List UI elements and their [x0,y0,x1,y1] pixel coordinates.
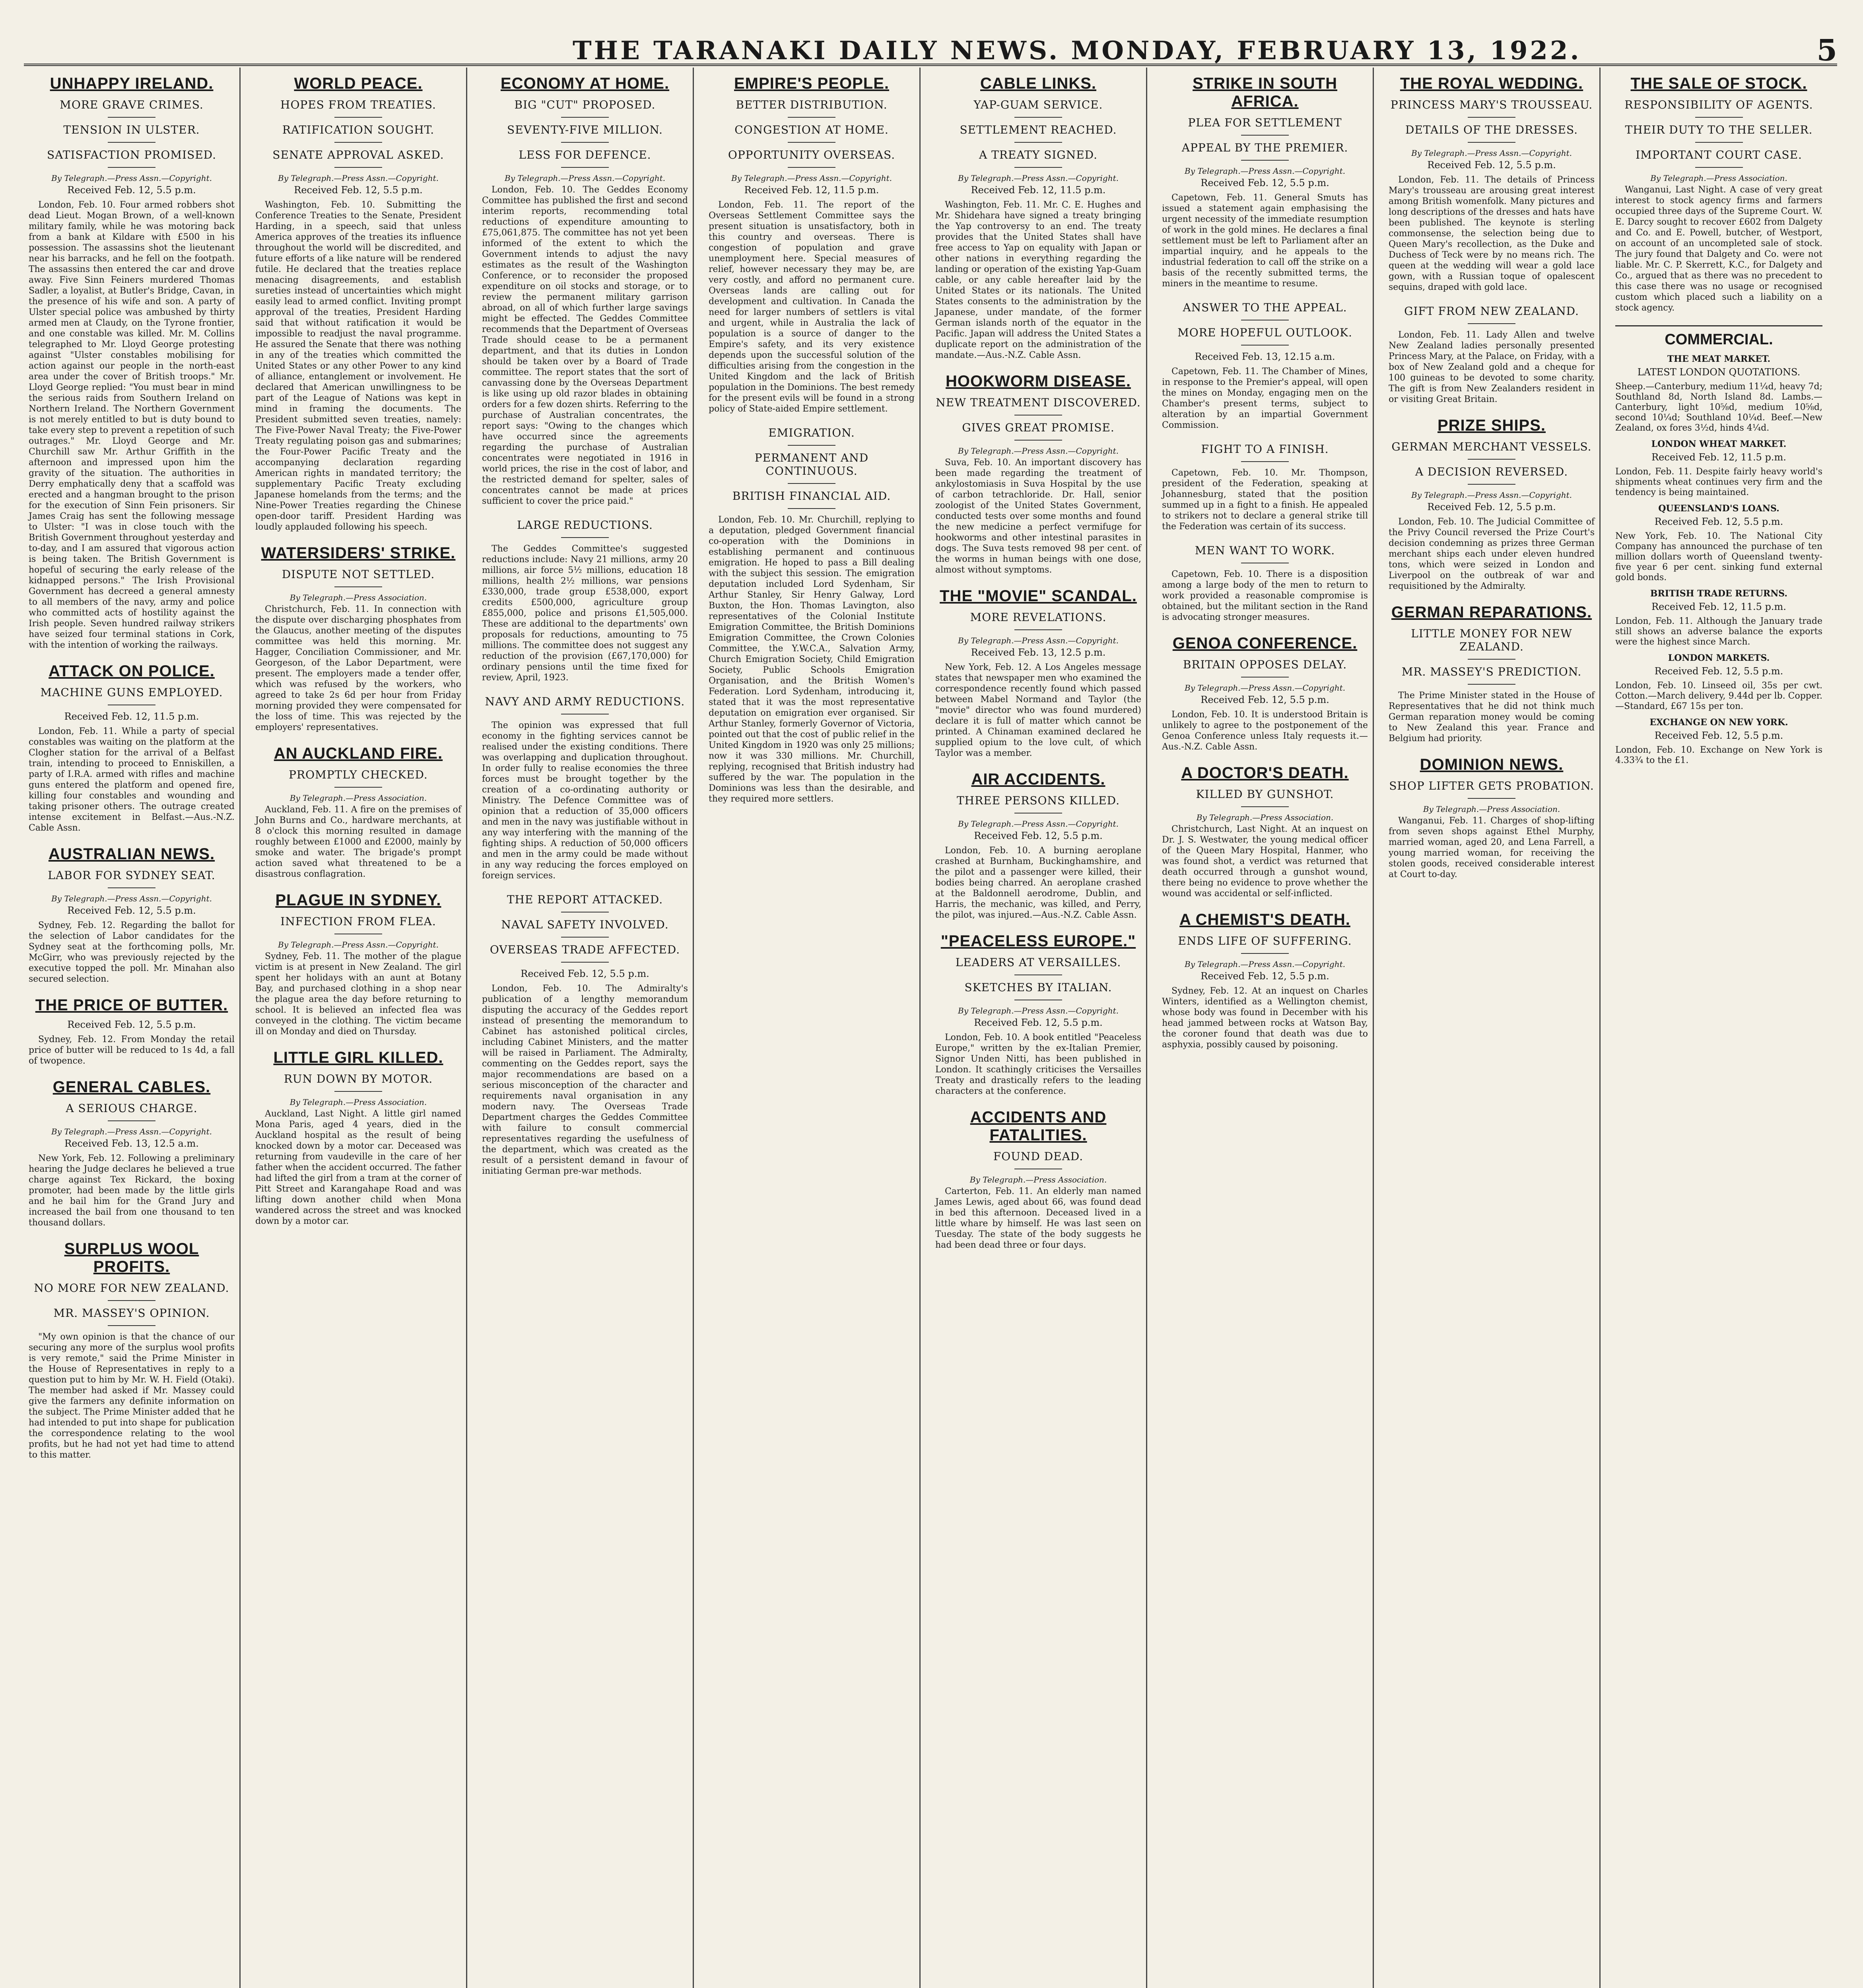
article-subheading: ANSWER TO THE APPEAL. [1183,301,1347,314]
article [1162,443,1368,532]
article-headline: ECONOMY AT HOME. [500,75,670,92]
divider [1468,117,1515,118]
article [935,373,1141,575]
article-subheading: SKETCHES BY ITALIAN. [964,981,1112,994]
article-body: London, Feb. 11. The report of the Overseas Settlement Committee says the present situation is unsatisfactory, both in this country and overseas. There is congestion of population and grave unemployment here. Special measures of relief, however necessary they may be, are very costly, and afford no permanent cure. Overseas lands are calling out for development and cultivation. In Canada the need for larger numbers of settlers is vital and urgent, while in Australia the lack of population is a source of danger to the Empire's safety, and its very existence depends upon the successful solution of the difficulties arising from the congestion in the United Kingdom and the lack of British population in the Dominions. The best remedy for the present evils will be found in a strong policy of State-aided Empire settlement. [709,200,915,414]
article-body: Auckland, Feb. 11. A fire on the premises of John Burns and Co., hardware merchants, at 8 o'clock this morning resulted in damage roughly between £1000 and £2000, mainly by smoke and water. The brigade's prompt action saved what threatened to be a disastrous conflagration. [255,805,461,879]
article-received: Received Feb. 12, 5.5 p.m. [67,184,196,196]
divider [561,537,609,538]
article-subheading: BIG "CUT" PROPOSED. [514,98,656,111]
divider [1468,323,1515,324]
article-body: Capetown, Feb. 11. General Smuts has issued a statement again emphasising the urgent necessity of the immediate resumption of work in the gold mines. He declares a final settlement must be left to Parliament after an impartial inquiry, and he appeals to the industrial federation to call off the strike on a basis of the recently submitted terms, the miners in the meantime to resume. [1162,193,1368,289]
article-body: Suva, Feb. 10. An important discovery has been made regarding the treatment of ankylostomiasis in Suva Hospital by the use of carbon tetrachloride. Dr. Hall, senior zoologist of the United States Government, conducted tests over some months and found the new medicine a perfect vermifuge for hookworms and other intestinal parasites in dogs. The Suva tests removed 98 per cent. of the worms in human beings with one dose, almost without symptoms. [935,458,1141,575]
divider [108,887,155,888]
article [482,695,688,881]
article-subheading: THE REPORT ATTACKED. [507,893,663,906]
article-body: Christchurch, Last Night. At an inquest on Dr. J. S. Westwater, the young medical officer of the Queen Mary Hospital, Hanmer, who was found shot, a verdict was returned that death occurred through a gunshot wound, there being no evidence to prove whether the wound was accidental or self-inflicted. [1162,824,1368,899]
article-subheading: GIFT FROM NEW ZEALAND. [1404,305,1579,318]
article-body: Washington, Feb. 10. Submitting the Conference Treaties to the Senate, President Harding, in a speech, said that unless America approves of the treaties its influence throughout the world will be discredited, and future efforts of a like nature will be rendered futile. He declared that the treaties replace menacing disagreements, and establish sureties instead of uncertainties which might easily lead to armed conflict. Inviting prompt approval of the treaties, President Harding said that without ratification it would be impossible to readjust the naval programme. He assured the Senate that there was nothing in any of the treaties which committed the United States or any other Power to any kind of alliance, entanglement or involvement. He declared that American unwillingness to be part of the League of Nations was kept in mind in framing the documents. The President submitted seven treaties, namely: The Five-Power Naval Treaty; the Five-Power Treaty regulating poison gas and submarines; the Four-Power Pacific Treaty and the accompanying declaration regarding American rights in mandated territory; the supplementary Pacific Treaty excluding Japanese homelands from the terms; and the Nine-Power Treaties regarding the Chinese open-door tariff. President Harding was loudly applauded following his speech. [255,200,461,532]
article-body: "My own opinion is that the chance of our securing any more of the surplus wool profits is very remote," said the Prime Minister in the House of Representatives in reply to a question put to him by Mr. W. H. Field (Otaki). The member had asked if Mr. Massey could give the farmers any definite information on the subject. The Prime Minister added that he had intended to put into shape for publication the correspondence relating to the wool profits, but he had not yet had time to attend to this matter. [29,1332,235,1460]
article-credit: By Telegraph.—Press Assn.—Copyright. [1411,490,1572,500]
divider [1468,142,1515,143]
article [1162,764,1368,899]
article-received: Received Feb. 13, 12.15 a.m. [1195,351,1335,362]
article-subheading: IMPORTANT COURT CASE. [1636,148,1802,161]
article-subheading: ENDS LIFE OF SUFFERING. [1178,934,1352,947]
article-headline: THE SALE OF STOCK. [1630,75,1807,92]
article-body: Christchurch, Feb. 11. In connection with the dispute over discharging phosphates from the Glaucus, another meeting of the disputes committee was held this morning. Mr. Hagger, Conciliation Commissioner, and Mr. Georgeson, of the Labor Department, were present. The employers made a tender offer, which was refused by the workers, who agreed to take 2s 6d per hour from Friday morning provided they were compensated for the loss of time. This was rejected by the employers' representatives. [255,604,461,732]
divider [1241,160,1289,161]
column-4 [704,68,921,1988]
article-credit: By Telegraph.—Press Association. [1423,804,1560,814]
article-headline: EMPIRE'S PEOPLE. [734,75,890,92]
article [29,996,235,1066]
article-subheading: RUN DOWN BY MOTOR. [284,1072,433,1085]
market-section-title: BRITISH TRADE RETURNS. [1650,588,1788,599]
article [255,75,461,532]
divider [1241,806,1289,807]
article-body: London, Feb. 10. The Geddes Economy Committee has published the first and second interim reports, recommending total reductions of expenditure amounting to £75,061,875. The committee has not yet been informed of the extent to which the Government intends to adjust the navy estimates as the result of the Washington Conference, or to reconsider the proposed expenditure on oil stocks and storage, or to review the permanent military garrison abroad, on all of which further large savings might be effected. The Geddes Committee recommends that the Department of Overseas Trade should cease to be a permanent department, and that its duties in London should be taken over by a Board of Trade committee. The report states that the sort of canvassing done by the Overseas Department is like using up old razor blades in obtaining orders for a few dozen shirts. Referring to the purchase of Australian concentrates, the report says: "Owing to the changes which have occurred since the agreements regarding the purchase of Australian concentrates were negotiated in 1916 in world prices, the rise in the cost of labor, and the restricted demand for spelter, sales of concentrates cannot be made at prices sufficient to cover the price paid." [482,185,688,506]
article-subheading: NO MORE FOR NEW ZEALAND. [34,1281,229,1295]
article-subheading: MORE HOPEFUL OUTLOOK. [1177,326,1352,339]
article [1389,756,1595,880]
article-body: Capetown, Feb. 10. There is a disposition among a large body of the men to return to work provided a reasonable compromise is obtained, but the militant section in the Rand is advocating stronger measures. [1162,569,1368,622]
article-body: Carterton, Feb. 11. An elderly man named James Lewis, aged about 66, was found dead in bed this afternoon. Deceased lived in a little whare by himself. He was last seen on Tuesday. The state of the body suggests he had been dead three or four days. [935,1186,1141,1250]
article-received: Received Feb. 12, 5.5 p.m. [1201,971,1329,982]
article-body: Washington, Feb. 11. Mr. C. E. Hughes and Mr. Shidehara have signed a treaty bringing the Yap controversy to an end. The treaty provides that the United States shall have free access to Yap on equality with Japan or other nations in everything regarding the landing or operation of the existing Yap-Guam cable, or any cable hereafter laid by the United States or its nationals. The United States consents to the administration by the Japanese, under mandate, of the former German islands north of the equator in the Pacific. Japan will address the United States a duplicate report on the administration of the mandate.—Aus.-N.Z. Cable Assn. [935,200,1141,360]
article-received: Received Feb. 12, 5.5 p.m. [1427,501,1556,513]
divider [108,167,155,168]
article-body: New York, Feb. 12. A Los Angeles message states that newspaper men who examined the correspondence recently found which passed between Mabel Normand and Taylor (the "movie" director who was found murdered) declare it is full of matter which cannot be printed. A Chinaman examined declared he supplied opium to the love cult, of which Taylor was a member. [935,662,1141,758]
column-2 [251,68,467,1988]
article-headline: DOMINION NEWS. [1420,756,1564,773]
article-received: Received Feb. 12, 11.5 p.m. [64,711,199,722]
article-subheading: SHOP LIFTER GETS PROBATION. [1389,779,1594,792]
article-body: Capetown, Feb. 11. The Chamber of Mines, in response to the Premier's appeal, will open the mines on Monday, engaging men on the Chamber's present terms, subject to alteration by an impartial Government Commission. [1162,367,1368,430]
column-3 [477,68,694,1988]
divider [1695,167,1743,168]
article-received: Received Feb. 12, 11.5 p.m. [971,184,1106,196]
article [1615,75,1822,313]
article-subheading: DISPUTE NOT SETTLED. [282,568,435,581]
article-headline: A DOCTOR'S DEATH. [1181,764,1349,782]
market-section-text: New York, Feb. 10. The National City Company has announced the purchase of ten million dollars worth of Queensland twenty-five year 6 per cent. sinking fund external gold bonds. [1615,531,1822,582]
divider [561,142,609,143]
divider [561,937,609,938]
article-body: Capetown, Feb. 10. Mr. Thompson, president of the Federation, speaking at Johannesburg, stated that the position summed up in a fight to a finish. He appealed to strikers not to declare a general strike till the Federation was certain of its success. [1162,468,1368,532]
article-subheading: OPPORTUNITY OVERSEAS. [728,148,896,161]
column-7 [1384,68,1601,1988]
divider [561,117,609,118]
article-body: Wanganui, Last Night. A case of very great interest to stock agency firms and farmers occupied three days of the Supreme Court. W. E. Darcy sought to recover £602 from Dalgety and Co. and E. Powell, butcher, of Westport, on account of an uncompleted sale of stock. The jury found that Dalgety and Co. were not liable. Mr. C. P. Skerrett, K.C., for Dalgety and Co., argued that as there was no precedent to this case there was no usage or recognised custom which placed such a liability on a stock agency. [1615,185,1822,313]
article [1162,301,1368,431]
masthead [24,28,1837,66]
article-body: London, Feb. 11. Lady Allen and twelve New Zealand ladies personally presented Princess Mary, at the Palace, on Friday, with a box of New Zealand gold and a cheque for 100 guineas to be devoted to some charity. The gift is from New Zealanders resident in or visiting Great Britain. [1389,330,1595,404]
article-subheading: SETTLEMENT REACHED. [960,123,1117,136]
divider [108,1300,155,1301]
article-received: Received Feb. 12, 5.5 p.m. [294,184,423,196]
article-credit: By Telegraph.—Press Assn.—Copyright. [51,1127,212,1136]
article [482,75,688,507]
article-headline: GENOA CONFERENCE. [1172,635,1358,652]
article-subheading: HOPES FROM TREATIES. [280,98,436,111]
article-subheading: RATIFICATION SOUGHT. [282,123,435,136]
article-subheading: NEW TREATMENT DISCOVERED. [936,396,1141,409]
article-headline: UNHAPPY IRELAND. [50,75,214,92]
divider [1014,167,1062,168]
columns-container [24,68,1837,1988]
article-subheading: GIVES GREAT PROMISE. [962,421,1115,434]
article-body: London, Feb. 10. A book entitled "Peaceless Europe," written by the ex-Italian Premier, Signor Unden Nitti, has been published in London. It scathingly criticises the Versailles Treaty and drastically refers to the leading characters at the conference. [935,1033,1141,1096]
article-subheading: DETAILS OF THE DRESSES. [1405,123,1578,136]
article-subheading: NAVY AND ARMY REDUCTIONS. [485,695,685,708]
divider [1695,142,1743,143]
column-5 [931,68,1147,1988]
article [709,75,915,414]
divider [1241,135,1289,136]
article-body: Sydney, Feb. 12. From Monday the retail price of butter will be reduced to 1s 4d, a fall of twopence. [29,1035,235,1066]
article-subheading: LITTLE MONEY FOR NEW ZEALAND. [1411,627,1572,653]
article [1162,544,1368,623]
article-credit: By Telegraph.—Press Assn.—Copyright. [958,1006,1119,1015]
column-6 [1157,68,1374,1988]
article-body: London, Feb. 10. The Judicial Committee of the Privy Council reversed the Prize Court's decision condemning as prizes three German merchant ships each under eleven hundred tons, which were seized in London and Liverpool on the outbreak of war and requisitioned by the Admiralty. [1389,517,1595,591]
article-headline: GERMAN REPARATIONS. [1391,604,1592,621]
article-body: London, Feb. 10. It is understood Britain is unlikely to agree to the postponement of the Genoa Conference unless Italy requests it.—Aus.-N.Z. Cable Assn. [1162,710,1368,752]
article-headline: WATERSIDERS' STRIKE. [261,544,456,562]
article-subheading: EMIGRATION. [768,426,855,439]
article-headline: CABLE LINKS. [980,75,1096,92]
divider [1014,117,1062,118]
article-subheading: FOUND DEAD. [993,1150,1084,1163]
market-section-sub: Received Feb. 12, 5.5 p.m. [1654,516,1783,527]
market-section-sub: Received Feb. 12, 5.5 p.m. [1654,730,1783,741]
newspaper-page [24,0,1837,1988]
market-section-title: LONDON MARKETS. [1668,653,1770,663]
article-subheading: MACHINE GUNS EMPLOYED. [40,686,223,699]
divider [334,142,382,143]
article [482,893,688,1176]
article [1162,911,1368,1050]
article-received: Received Feb. 12, 5.5 p.m. [521,968,649,979]
article-received: Received Feb. 12, 5.5 p.m. [67,1019,196,1030]
article-body: New York, Feb. 12. Following a preliminary hearing the Judge declares he believed a true charge against Tex Rickard, the boxing promoter, had been made by the little girls and he bail him for the Grand Jury and increased the bail from one thousand to ten thousand dollars. [29,1153,235,1228]
article-subheading: YAP-GUAM SERVICE. [973,98,1103,111]
divider [788,167,835,168]
article-subheading: FIGHT TO A FINISH. [1201,443,1329,456]
market-section-sub: Received Feb. 12, 11.5 p.m. [1651,452,1786,463]
market-section-title: THE MEAT MARKET. [1667,354,1771,364]
article-body: London, Feb. 10. A burning aeroplane crashed at Burnham, Buckinghamshire, and the pilot and a passenger were killed, their bodies being charred. An aeroplane crashed at the Baldonnell aerodrome, Dublin, and Harris, the mechanic, was killed, and Perry, the pilot, was injured.—Aus.-N.Z. Cable Assn. [935,846,1141,920]
article-subheading: LEADERS AT VERSAILLES. [955,956,1121,969]
article-subheading: RESPONSIBILITY OF AGENTS. [1624,98,1813,111]
article [935,75,1141,361]
divider [1468,484,1515,485]
column-1 [24,68,241,1988]
article-credit: By Telegraph.—Press Assn.—Copyright. [1185,166,1345,176]
article-body: Sydney, Feb. 11. The mother of the plague victim is at present in New Zealand. The girl spent her holidays with an aunt at Botany Bay, and purchased clothing in a shop near the plague area the day before returning to school. It is believed an infected flea was conveyed in the clothing. The victim became ill on Monday and died on Thursday. [255,951,461,1037]
article [29,845,235,984]
article-subheading: BETTER DISTRIBUTION. [736,98,888,111]
article [29,75,235,650]
article-body: London, Feb. 11. The details of Princess Mary's trousseau are arousing great interest among British womenfolk. Many pictures and long descriptions of the dresses and hats have been published. The keynote is sterling commonsense, the selection being due to Queen Mary's recollection, as the Duke and Duchess of Teck were by no means rich. The queen at the wedding will wear a gold lace gown, with a Russian toque of opalescent sequins, draped with gold lace. [1389,175,1595,292]
article-headline: AUSTRALIAN NEWS. [48,845,215,863]
divider [1468,798,1515,799]
article-subheading: MORE GRAVE CRIMES. [60,98,204,111]
article [1162,635,1368,752]
market-section-text: London, Feb. 11. Despite fairly heavy world's shipments wheat continues very firm and the tendency is being maintained. [1615,467,1822,497]
article-credit: By Telegraph.—Press Assn.—Copyright. [958,173,1119,183]
article-headline: SURPLUS WOOL PROFITS. [64,1240,199,1276]
divider [334,787,382,788]
article-headline: ATTACK ON POLICE. [49,662,215,680]
divider [334,117,382,118]
divider [1014,440,1062,441]
divider [788,142,835,143]
article-body: London, Feb. 10. Four armed robbers shot dead Lieut. Mogan Brown, of a well-known military family, while he was motoring back from a bank at Kildare with £500 in his possession. The assassins shot the lieutenant near his barracks, and he fell on the footpath. The assassins then entered the car and drove away. Five Sinn Feiners murdered Thomas Sadler, a loyalist, at Butler's Bridge, Cavan, in the presence of his wife and son. A party of Ulster special police was ambushed by thirty armed men at Claudy, on the Tyrone frontier, and one constable was killed. Mr. M. Collins telegraphed to Mr. Lloyd George protesting against "Ulster constables mobilising for action against our people in the north-east area under the cover of British troops." Mr. Lloyd George replied: "You must bear in mind the serious raids from Southern Ireland on Northern Ireland. The Northern Government is not merely entitled to but is duty bound to take every step to prevent a repetition of such outrages." Mr. Lloyd George and Mr. Churchill saw Mr. Arthur Griffith in the afternoon and impressed upon him the gravity of the situation. The authorities in Derry emphatically deny that a scaffold was erected and a hangman brought to the prison for the execution of Sinn Fein prisoners. Sir James Craig has sent the following message to Ulster: "I was in close touch with the British Government throughout yesterday and to-day, and I am assured that vigorous action is being taken. The British Government is hopeful of securing the early release of the kidnapped persons." The Irish Provisional Government has decreed a general amnesty to all members of the navy, army and police who committed acts of hostility against the Irish people. Seven hundred railway strikers have seized four terminal stations in Cork, with the intention of working the railways. [29,200,235,650]
divider [788,483,835,484]
article-body: The opinion was expressed that full economy in the fighting services cannot be realised under the existing conditions. There was overlapping and duplication throughout. In order fully to realise economies the three forces must be brought together by the creation of a co-ordinating authority or Ministry. The Defence Committee was of opinion that a reduction of 35,000 officers and men in the navy was justifiable without in any way interfering with the manning of the fighting ships. A reduction of 50,000 officers and men in the army could be made without in any way reducing the forces employed on foreign services. [482,720,688,881]
article-credit: By Telegraph.—Press Association. [969,1175,1107,1184]
article-credit: By Telegraph.—Press Association. [1650,173,1787,183]
article-subheading: BRITAIN OPPOSES DELAY. [1183,658,1347,671]
article-subheading: APPEAL BY THE PREMIER. [1181,141,1348,154]
article [255,745,461,879]
article-credit: By Telegraph.—Press Assn.—Copyright. [278,173,439,183]
article-subheading: A DECISION REVERSED. [1415,465,1568,478]
article [255,1049,461,1227]
divider [1241,461,1289,462]
article-subheading: CONGESTION AT HOME. [734,123,889,136]
article-received: Received Feb. 12, 5.5 p.m. [1201,694,1329,705]
article-subheading: GERMAN MERCHANT VESSELS. [1391,440,1592,453]
divider [108,142,155,143]
article-headline: AN AUCKLAND FIRE. [274,745,443,762]
market-section-sub: LATEST LONDON QUOTATIONS. [1637,367,1801,378]
article [935,932,1141,1097]
article [1389,417,1595,592]
article-headline: "PEACELESS EUROPE." [940,932,1136,950]
article-body: London, Feb. 11. While a party of special constables was waiting on the platform at the Clogher station for the arrival of a Belfast train, intending to proceed to Enniskillen, a party of I.R.A. armed with rifles and machine guns entered the platform and opened fire, killing four constables and wounding and taking prisoner others. The outrage created intense excitement in Belfast.—Aus.-N.Z. Cable Assn. [29,726,235,833]
divider [788,445,835,446]
article-subheading: A TREATY SIGNED. [979,148,1098,161]
article-subheading: OVERSEAS TRADE AFFECTED. [490,943,680,956]
divider [561,167,609,168]
divider [108,117,155,118]
article-headline: THE ROYAL WEDDING. [1400,75,1583,92]
article-credit: By Telegraph.—Press Association. [1196,813,1334,822]
article-headline: THE PRICE OF BUTTER. [35,996,228,1014]
article-credit: By Telegraph.—Press Assn.—Copyright. [958,446,1119,456]
divider [1468,459,1515,460]
article-credit: By Telegraph.—Press Assn.—Copyright. [51,173,212,183]
divider [788,508,835,509]
article-headline: PRIZE SHIPS. [1437,417,1546,434]
divider [788,117,835,118]
article-body: London, Feb. 10. The Admiralty's publication of a lengthy memorandum disputing the accuracy of the Geddes report instead of presenting the memorandum to Cabinet has astonished political circles, including Cabinet Ministers, and the matter will be raised in Parliament. The Admiralty, commenting on the Geddes report, says the major recommendations are based on a serious misconception of the character and requirements naval organisation in any modern navy. The Overseas Trade Department charges the Geddes Committee with failure to consult commercial representatives regarding the usefulness of the department, which was created as the result of a persistent demand in favour of initiating German pre-war methods. [482,984,688,1176]
market-section-text: Sheep.—Canterbury, medium 11¼d, heavy 7d; Southland 8d, North Island 8d. Lambs.—Canterbury, light 10⅝d, medium 10⅝d, second 10¼d; Southland 10¼d. Beef.—New Zealand, ox fores 3½d, hinds 4¼d. [1615,382,1822,433]
article-subheading: MR. MASSEY'S PREDICTION. [1401,665,1582,678]
article-headline: A CHEMIST'S DEATH. [1179,911,1350,928]
article-headline: GENERAL CABLES. [52,1078,211,1096]
article-credit: By Telegraph.—Press Assn.—Copyright. [731,173,892,183]
divider [561,962,609,963]
divider [1014,142,1062,143]
divider [1241,345,1289,346]
market-section-title: LONDON WHEAT MARKET. [1651,439,1787,449]
article-credit: By Telegraph.—Press Association. [289,1097,427,1107]
article-received: Received Feb. 12, 11.5 p.m. [744,184,879,196]
divider [1241,953,1289,954]
market-section-sub: Received Feb. 12, 11.5 p.m. [1651,601,1786,612]
article [29,662,235,833]
divider [1468,659,1515,660]
divider [334,586,382,587]
article-received: Received Feb. 12, 5.5 p.m. [974,830,1103,841]
article [482,518,688,683]
article-subheading: TENSION IN ULSTER. [63,123,200,136]
article-body: Wanganui, Feb. 11. Charges of shop-lifting from seven shops against Ethel Murphy, married woman, aged 20, and Lena Farrell, a young married woman, for receiving the stolen goods, received considerable interest at Court to-day. [1389,816,1595,879]
article-body: Sydney, Feb. 12. Regarding the ballot for the selection of Labor candidates for the Sydney seat at the forthcoming polls, Mr. McGirr, who was previously rejected by the executive topped the poll. Mr. Minahan also secured selection. [29,920,235,984]
article-received: Received Feb. 13, 12.5 p.m. [971,647,1106,658]
article-subheading: LESS FOR DEFENCE. [519,148,651,161]
article-subheading: LARGE REDUCTIONS. [517,518,653,532]
market-section-text: London, Feb. 10. Exchange on New York is 4.33¾ to the £1. [1615,745,1822,765]
divider [1695,117,1743,118]
article [935,587,1141,759]
article-subheading: A SERIOUS CHARGE. [66,1102,198,1115]
article-subheading: THEIR DUTY TO THE SELLER. [1625,123,1813,136]
article-subheading: MORE REVELATIONS. [970,611,1107,624]
article-credit: By Telegraph.—Press Assn.—Copyright. [278,940,439,949]
article [29,1078,235,1228]
article-credit: By Telegraph.—Press Assn.—Copyright. [1185,683,1345,693]
article [29,1240,235,1460]
article-body: London, Feb. 10. Mr. Churchill, replying to a deputation, pledged Government financial co-operation with the Dominions in establishing permanent and continuous emigration. He hoped to pass a Bill dealing with the subject this session. The emigration deputation included Lord Sydenham, Sir Arthur Stanley, Sir Henry Galway, Lord Buxton, the Hon. Thomas Lavington, also representatives of the Colonial Institute Emigration Committee, the British Dominions Emigration Committee, the Crown Colonies Committee, the Y.W.C.A., Salvation Army, Church Emigration Society, Child Emigration Society, Public Schools Emigration Organisation, and the British Women's Federation. Lord Sydenham, introducing it, stated that it was the most representative deputation on emigration ever organised. Sir Arthur Stanley, formerly Governor of Victoria, pointed out that the cost of public relief in the United Kingdom in 1920 was only 25 millions; now it was 330 millions. Mr. Churchill, replying, recognised that British industry had suffered by the war. The population in the Dominions was less than the desirable, and they required more settlers. [709,515,915,804]
article-credit: By Telegraph.—Press Association. [289,793,427,803]
article-body: Auckland, Last Night. A little girl named Mona Paris, aged 4 years, died in the Auckland hospital as the result of being knocked down by a motor car. Deceased was returning from vaudeville in the care of her father when the accident occurred. The father had lifted the girl from a tram at the corner of Pitt Street and Karangahape Road and was lifting down another child when Mona wandered across the street and was knocked down by a motor car. [255,1109,461,1226]
article [1389,604,1595,744]
article-headline: PLAGUE IN SYDNEY. [275,891,441,909]
article-subheading: PRINCESS MARY'S TROUSSEAU. [1390,98,1593,111]
divider [108,1325,155,1326]
article-credit: By Telegraph.—Press Assn.—Copyright. [1411,148,1572,158]
article-received: Received Feb. 12, 5.5 p.m. [1201,177,1329,188]
article-body: Sydney, Feb. 12. At an inquest on Charles Winters, identified as a Wellington chemist, whose body was found in December with his head jammed between rocks at Watson Bay, the coroner found that death was due to asphyxia, possibly caused by poisoning. [1162,986,1368,1050]
article-credit: By Telegraph.—Press Assn.—Copyright. [958,819,1119,829]
article-received: Received Feb. 12, 5.5 p.m. [974,1017,1103,1028]
market-section-title: QUEENSLAND'S LOANS. [1658,503,1779,514]
article-subheading: SEVENTY-FIVE MILLION. [507,123,663,136]
article-subheading: NAVAL SAFETY INVOLVED. [501,918,669,931]
article-subheading: SENATE APPROVAL ASKED. [272,148,444,161]
article [935,771,1141,920]
divider [1468,684,1515,685]
article [1389,75,1595,293]
article-headline: STRIKE IN SOUTH AFRICA. [1193,75,1337,110]
article-headline: LITTLE GIRL KILLED. [273,1049,443,1066]
masthead-title: THE TARANAKI DAILY NEWS. MONDAY, FEBRUARY 13, 1922. [573,36,1581,66]
divider [1241,677,1289,678]
article [709,426,915,804]
divider [334,1091,382,1092]
article [255,891,461,1037]
market-section-sub: Received Feb. 12, 5.5 p.m. [1654,666,1783,677]
divider [1014,629,1062,630]
market-section-text: London, Feb. 10. Linseed oil, 35s per cwt. Cotton.—March delivery, 9.44d per lb. Copper.—Standard, £67 15s per ton. [1615,681,1822,711]
article-credit: By Telegraph.—Press Assn.—Copyright. [1185,959,1345,969]
article-subheading: BRITISH FINANCIAL AID. [732,489,891,503]
commercial-heading: COMMERCIAL. [1615,325,1822,348]
article [1162,75,1368,289]
article-credit: By Telegraph.—Press Assn.—Copyright. [958,636,1119,645]
article-credit: By Telegraph.—Press Association. [289,593,427,602]
article-credit: By Telegraph.—Press Assn.—Copyright. [51,894,212,903]
article-headline: THE "MOVIE" SCANDAL. [940,587,1137,605]
market-section-title: EXCHANGE ON NEW YORK. [1649,717,1788,728]
divider [334,167,382,168]
article-credit: By Telegraph.—Press Assn.—Copyright. [505,173,665,183]
article-body: The Prime Minister stated in the House of Representatives that he did not think much German reparation money would be coming to New Zealand this year. France and Belgium had priority. [1389,691,1595,744]
article-subheading: MEN WANT TO WORK. [1195,544,1335,557]
article-headline: HOOKWORM DISEASE. [946,373,1131,390]
divider [108,1120,155,1121]
article-body: The Geddes Committee's suggested reductions include: Navy 21 millions, army 20 millions, air force 5½ millions, education 18 millions, health 2½ millions, war pensions £330,000, trade group £538,000, export credits £500,000, agriculture group £855,000, police and prisons £1,505,000. These are additional to the departments' own proposals for reductions, amounting to 75 millions. The committee does not suggest any reduction of the provision (£67,170,000) for ordinary pensions until the time fixed for review, April, 1923. [482,544,688,683]
article [255,544,461,733]
article-subheading: THREE PERSONS KILLED. [957,794,1120,807]
article-headline: ACCIDENTS AND FATALITIES. [970,1109,1107,1144]
article-headline: AIR ACCIDENTS. [971,771,1105,788]
article-headline: WORLD PEACE. [294,75,423,92]
article-subheading: LABOR FOR SYDNEY SEAT. [48,869,216,882]
column-8 [1610,68,1827,1988]
article-received: Received Feb. 12, 5.5 p.m. [1427,159,1556,171]
market-section-text: London, Feb. 11. Although the January trade still shows an adverse balance the exports were the highest since March. [1615,616,1822,647]
article-received: Received Feb. 13, 12.5 a.m. [64,1138,199,1149]
article-subheading: PERMANENT AND CONTINUOUS. [754,451,869,478]
article [1389,305,1595,405]
article-subheading: INFECTION FROM FLEA. [280,915,436,928]
article-subheading: PLEA FOR SETTLEMENT [1188,116,1342,129]
article [935,1109,1141,1250]
article-subheading: SATISFACTION PROMISED. [47,148,217,161]
article-subheading: MR. MASSEY'S OPINION. [53,1307,210,1320]
article-subheading: PROMPTLY CHECKED. [289,768,428,781]
page-number: 5 [1816,33,1837,68]
article-received: Received Feb. 12, 5.5 p.m. [67,905,196,916]
article-subheading: KILLED BY GUNSHOT. [1196,788,1334,801]
